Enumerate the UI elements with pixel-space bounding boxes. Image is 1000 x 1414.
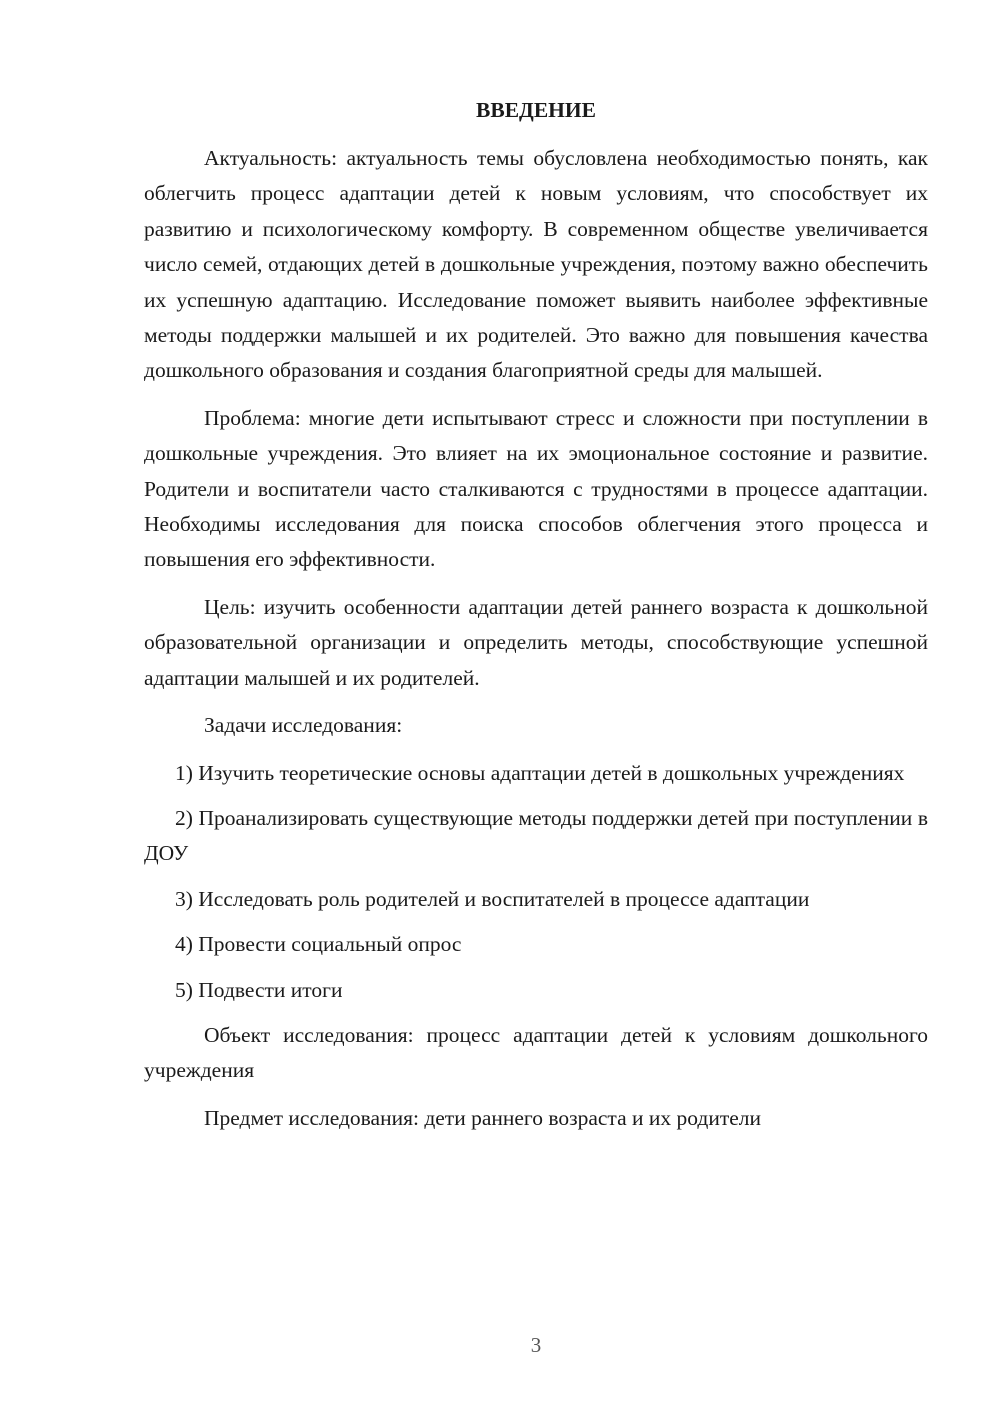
page-title: ВВЕДЕНИЕ: [476, 98, 596, 122]
page-content: [144, 93, 928, 1148]
task-item-5: 5) Подвести итоги: [175, 977, 343, 1002]
paragraph-problem: Проблема: многие дети испытывают стресс и сложности при поступлении в дошкольные учреждения. Это влияет на их эмоциональное состояние и развитие. Родители и воспитатели часто сталкиваются с трудностями в процессе адаптации. Необходимы исследования для поиска способов облегчения этого процесса и повышения его эффективности.: [144, 405, 928, 572]
task-item-3: 3) Исследовать роль родителей и воспитателей в процессе адаптации: [175, 886, 810, 911]
task-item-4: 4) Провести социальный опрос: [175, 932, 462, 957]
paragraph-subject: Предмет исследования: дети раннего возраста и их родители: [204, 1105, 762, 1130]
tasks-heading: Задачи исследования:: [204, 713, 403, 738]
task-item-1: 1) Изучить теоретические основы адаптации детей в дошкольных учреждениях: [175, 760, 905, 785]
paragraph-goal: Цель: изучить особенности адаптации детей раннего возраста к дошкольной образовательной организации и определить методы, способствующие успешной адаптации малышей и их родителей.: [144, 594, 928, 690]
task-item-2: 2) Проанализировать существующие методы поддержки детей при поступлении в ДОУ: [144, 805, 928, 866]
page-number: 3: [530, 1333, 542, 1357]
paragraph-relevance: Актуальность: актуальность темы обусловлена необходимостью понять, как облегчить процесс адаптации детей к новым условиям, что способствует их развитию и психологическому комфорту. В современном обществе увеличивается число семей, отдающих детей в дошкольные учреждения, поэтому важно обеспечить их успешную адаптацию. Исследование поможет выявить наиболее эффективные методы поддержки малышей и их родителей. Это важно для повышения качества дошкольного образования и создания благоприятной среды для малышей.: [144, 146, 928, 383]
paragraph-object: Объект исследования: процесс адаптации детей к условиям дошкольного учреждения: [144, 1022, 928, 1083]
